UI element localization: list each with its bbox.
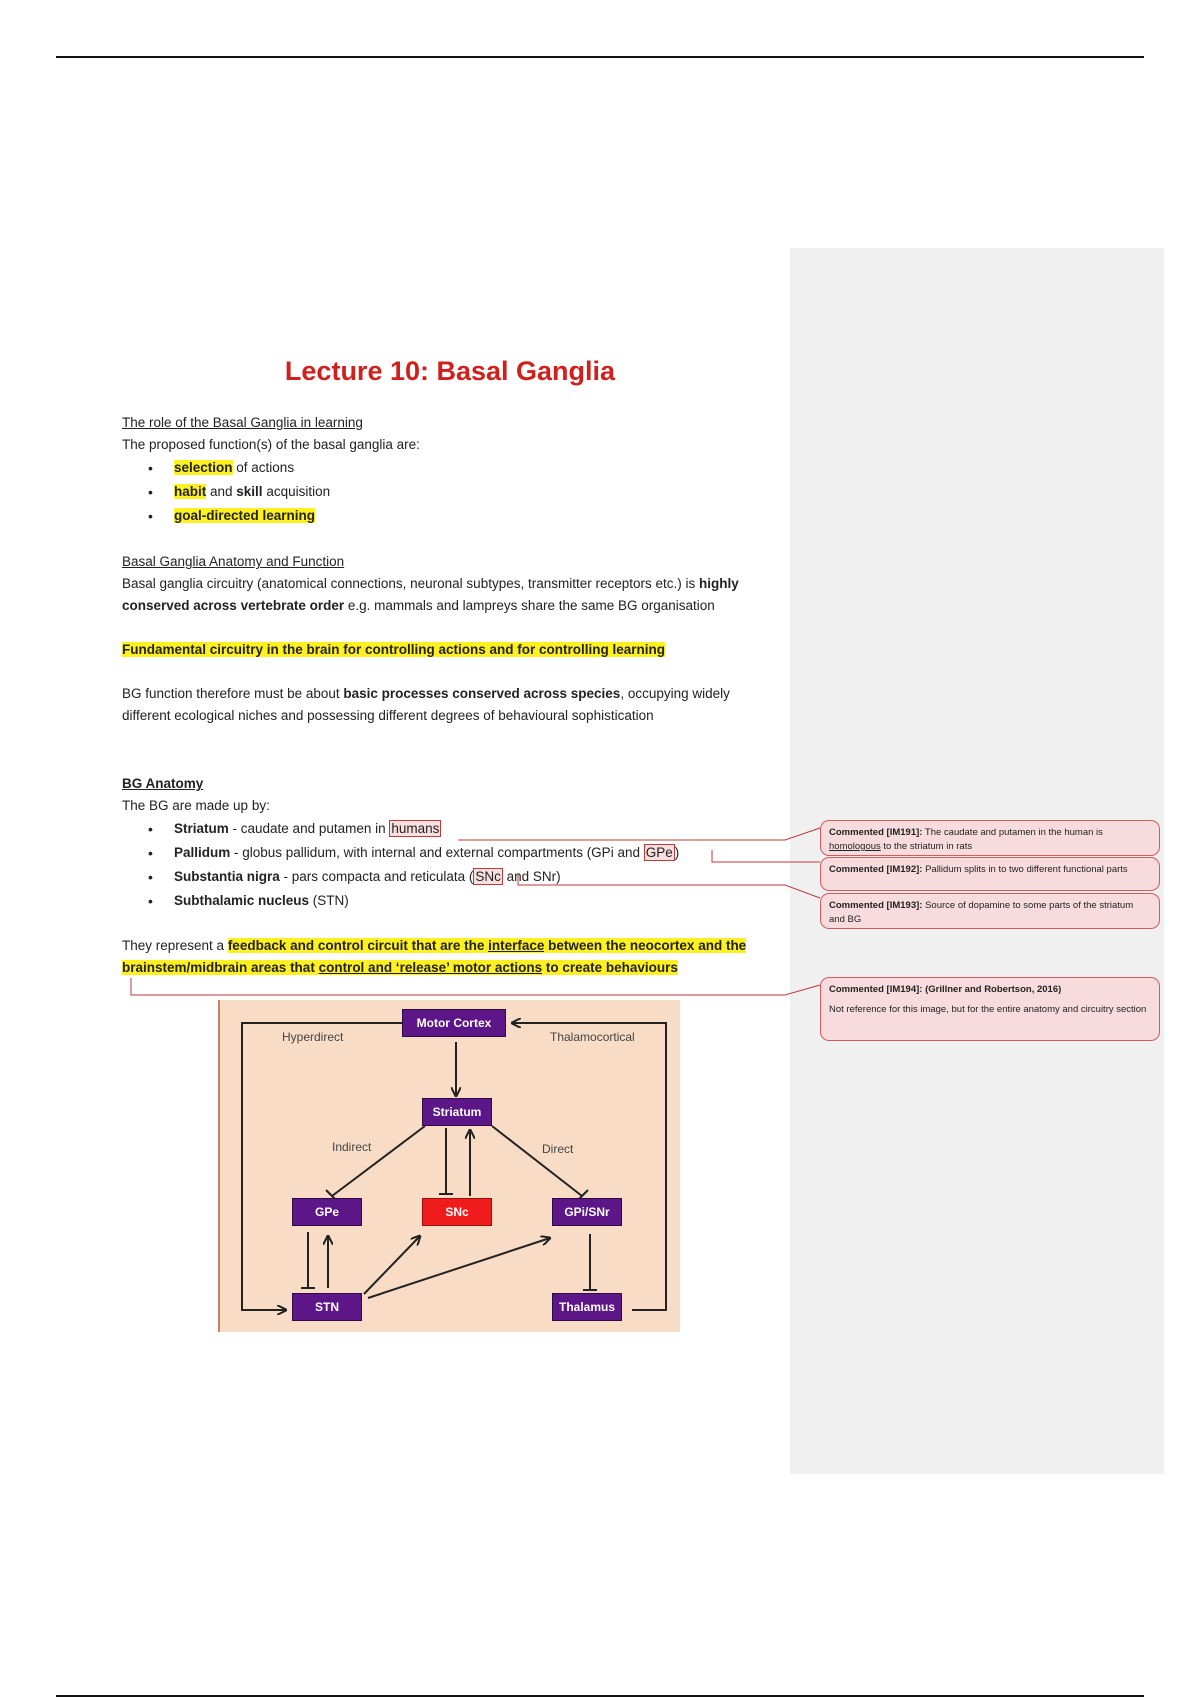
comment-im192[interactable]: Commented [IM192]: Pallidum splits in to two different functional parts bbox=[820, 857, 1160, 891]
section-bg-anatomy bbox=[122, 773, 782, 979]
comment-im193[interactable]: Commented [IM193]: Source of dopamine to some parts of the striatum and BG bbox=[820, 893, 1160, 929]
page-title: Lecture 10: Basal Ganglia bbox=[284, 356, 616, 386]
comment-anchor-humans[interactable]: humans bbox=[391, 821, 440, 836]
section-anatomy-function bbox=[122, 551, 782, 727]
circuit-arrows bbox=[220, 1000, 682, 1332]
node-snc: SNc bbox=[422, 1198, 492, 1226]
node-gpi-snr: GPi/SNr bbox=[552, 1198, 622, 1226]
section-bg-anatomy-intro: The BG are made up by: bbox=[122, 798, 270, 813]
highlight-fundamental: Fundamental circuitry in the brain for controlling actions and for controlling learning bbox=[122, 642, 666, 657]
anatomy-list bbox=[148, 817, 782, 913]
comment-im191[interactable]: Commented [IM191]: The caudate and putamen in the human is homologous to the striatum in rats bbox=[820, 820, 1160, 856]
label-hyperdirect: Hyperdirect bbox=[282, 1030, 344, 1044]
paragraph-function: BG function therefore must be about basic processes conserved across species, occupying widely different ecological niches and possessing different degrees of behavioural sophistication bbox=[122, 686, 730, 723]
node-thalamus: Thalamus bbox=[552, 1293, 622, 1321]
label-direct: Direct bbox=[542, 1142, 574, 1156]
node-stn: STN bbox=[292, 1293, 362, 1321]
comment-anchor-gpe[interactable]: GPe bbox=[645, 845, 673, 860]
section-role-intro: The proposed function(s) of the basal ganglia are: bbox=[122, 437, 420, 452]
list-item: • Subthalamic nucleus (STN) bbox=[148, 889, 782, 913]
list-item: • Pallidum - globus pallidum, with internal and external compartments (GPi and GPe ) bbox=[148, 841, 782, 865]
node-motor-cortex: Motor Cortex bbox=[402, 1009, 506, 1037]
basal-ganglia-circuit-diagram bbox=[218, 1000, 680, 1332]
node-gpe: GPe bbox=[292, 1198, 362, 1226]
top-rule bbox=[56, 56, 1144, 58]
label-thalamocortical: Thalamocortical bbox=[550, 1030, 635, 1044]
paragraph-feedback-circuit: They represent a feedback and control circuit that are the interface between the neocortex and the brainstem/midbrain areas that control and ‘release’ motor actions to create behaviours bbox=[122, 938, 747, 975]
list-item: • selection of actions bbox=[148, 456, 782, 480]
node-striatum: Striatum bbox=[422, 1098, 492, 1126]
section-heading-bg-anatomy: BG Anatomy bbox=[122, 776, 204, 791]
list-item: • Substantia nigra - pars compacta and reticulata ( SNc and SNr) bbox=[148, 865, 782, 889]
label-indirect: Indirect bbox=[332, 1140, 372, 1154]
list-item: • Striatum - caudate and putamen in humans bbox=[148, 817, 782, 841]
section-role bbox=[122, 412, 782, 528]
list-item: • habit and skill acquisition bbox=[148, 480, 782, 504]
bottom-rule bbox=[56, 1695, 1144, 1697]
list-item: • goal-directed learning bbox=[148, 504, 782, 528]
comment-anchor-snc[interactable]: SNc bbox=[475, 869, 501, 884]
comment-im194[interactable]: Commented [IM194]: (Grillner and Robertson, 2016) Not reference for this image, but for the entire anatomy and circuitry section bbox=[820, 977, 1160, 1041]
paragraph-conserved: Basal ganglia circuitry (anatomical connections, neuronal subtypes, transmitter receptors etc.) is highly conserved across vertebrate order e.g. mammals and lampreys share the same BG organisation bbox=[122, 576, 739, 613]
section-heading-role: The role of the Basal Ganglia in learning bbox=[122, 415, 363, 430]
function-list bbox=[148, 456, 782, 528]
section-heading-anatomy-function: Basal Ganglia Anatomy and Function bbox=[122, 554, 345, 569]
